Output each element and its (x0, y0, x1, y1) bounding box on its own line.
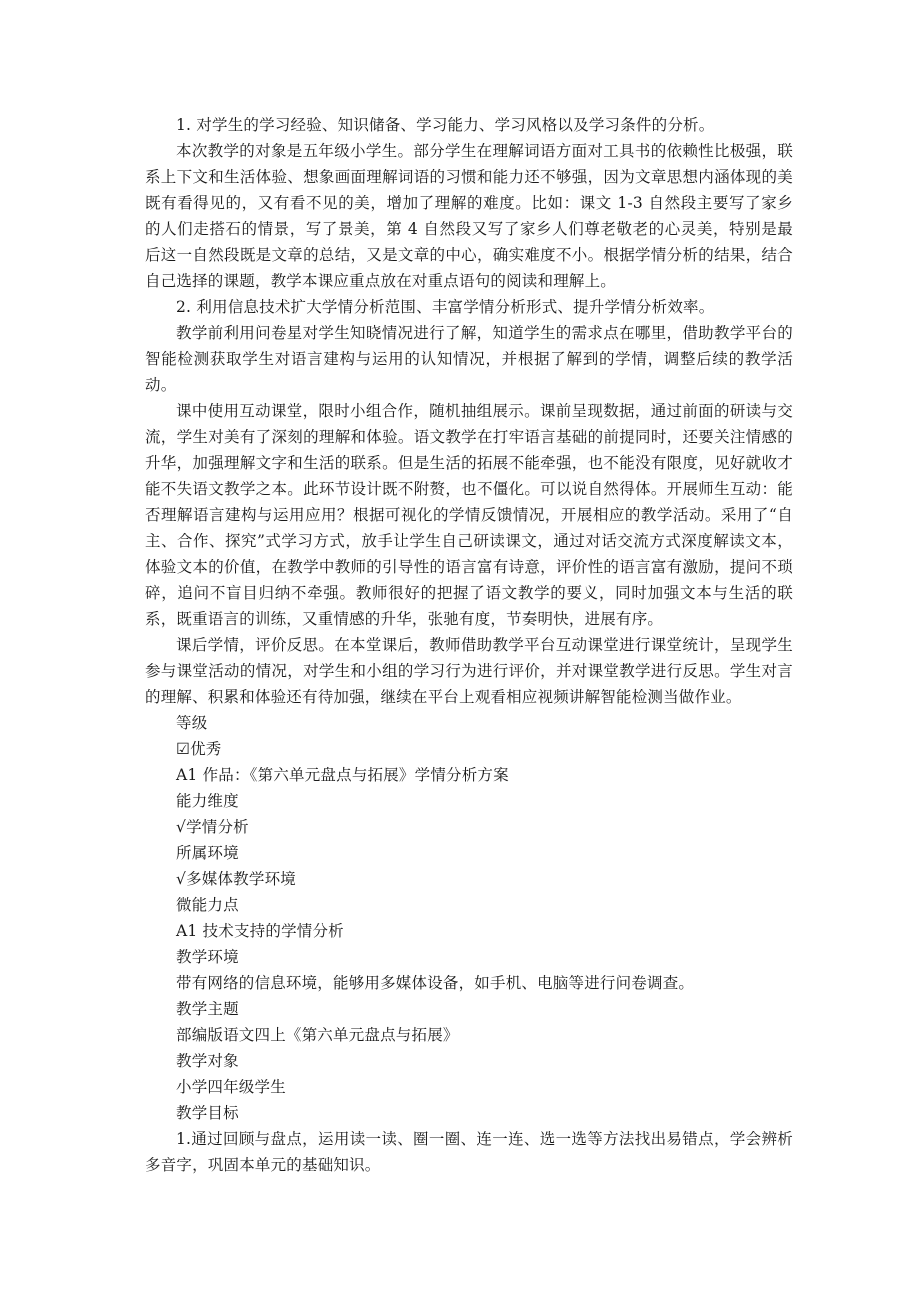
teaching-goal-paragraph: 1.通过回顾与盘点，运用读一读、圈一圈、连一连、选一选等方法找出易错点，学会辨析多音字，巩固本单元的基础知识。 (145, 1130, 793, 1174)
teaching-topic-label: 教学主题 (176, 1000, 239, 1018)
micro-ability-label: 微能力点 (176, 896, 239, 914)
micro-ability-value: A1 技术支持的学情分析 (176, 922, 344, 940)
teaching-goal-label: 教学目标 (176, 1104, 239, 1122)
grade-label: 等级 (176, 714, 208, 732)
teaching-topic-value: 部编版语文四上《第六单元盘点与拓展》 (176, 1026, 459, 1044)
teaching-env-value: 带有网络的信息环境，能够用多媒体设备，如手机、电脑等进行问卷调查。 (176, 974, 695, 992)
section-heading-2: 2. 利用信息技术扩大学情分析范围、丰富学情分析形式、提升学情分析效率。 (176, 298, 715, 316)
post-class-paragraph: 课后学情，评价反思。在本堂课后，教师借助教学平台互动课堂进行课堂统计，呈现学生参与课堂活动的情况，对学生和小组的学习行为进行评价，并对课堂教学进行反思。学生对言的理解、积累和体验还有待加强，继续在平台上观看相应视频讲解智能检测当做作业。 (145, 636, 793, 706)
in-class-paragraph: 课中使用互动课堂，限时小组合作，随机抽组展示。课前呈现数据，通过前面的研读与交流，学生对美有了深刻的理解和体验。语文教学在打牢语言基础的前提同时，还要关注情感的升华，加强理解文字和生活的联系。但是生活的拓展不能牵强，也不能没有限度，见好就收才能不失语文教学之本。此环节设计既不附赘，也不僵化。可以说自然得体。开展师生互动：能否理解语言建构与运用应用？根据可视化的学情反馈情况，开展相应的教学活动。采用了“自主、合作、探究”式学习方式，放手让学生自己研读课文，通过对话交流方式深度解读文本，体验文本的价值，在教学中教师的引导性的语言富有诗意，评价性的语言富有激励，提问不琐碎，追问不盲目归纳不牵强。教师很好的把握了语文教学的要义，同时加强文本与生活的联系，既重语言的训练，又重情感的升华，张驰有度，节奏明快，进展有序。 (145, 402, 793, 628)
work-title: A1 作品：《第六单元盘点与拓展》学情分析方案 (176, 766, 509, 784)
teaching-object-value: 小学四年级学生 (176, 1078, 286, 1096)
environment-label: 所属环境 (176, 844, 239, 862)
grade-value: ☑优秀 (176, 740, 222, 758)
analysis-paragraph: 本次教学的对象是五年级小学生。部分学生在理解词语方面对工具书的依赖性比极强，联系上下文和生活体验、想象画面理解词语的习惯和能力还不够强，因为文章思想内涵体现的美既有看得见的，又有看不见的美，增加了理解的难度。比如：课文 1-3 自然段主要写了家乡的人们走搭石的情景，写了景美，第 4 自然段又写了家乡人们尊老敬老的心灵美，特别是最后这一自然段既是文章的总结，又是文章的中心，确实难度不小。根据学情分析的结果，结合自己选择的课题，教学本课应重点放在对重点语句的阅读和理解上。 (145, 142, 793, 290)
ability-dimension-value: √学情分析 (176, 818, 249, 836)
pre-class-paragraph: 教学前利用问卷星对学生知晓情况进行了解，知道学生的需求点在哪里，借助教学平台的智能检测获取学生对语言建构与运用的认知情况，并根据了解到的学情，调整后续的教学活动。 (145, 324, 793, 394)
teaching-object-label: 教学对象 (176, 1052, 239, 1070)
teaching-env-label: 教学环境 (176, 948, 239, 966)
section-heading-1: 1. 对学生的学习经验、知识储备、学习能力、学习风格以及学习条件的分析。 (176, 116, 715, 134)
ability-dimension-label: 能力维度 (176, 792, 239, 810)
document-body (145, 112, 793, 1178)
environment-value: √多媒体教学环境 (176, 870, 296, 888)
